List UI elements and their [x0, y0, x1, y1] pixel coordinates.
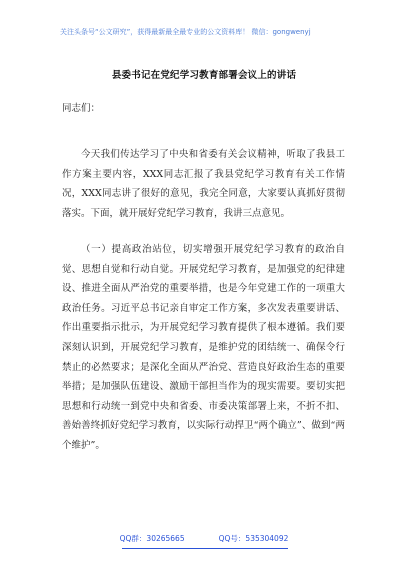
footer-contact — [0, 534, 408, 544]
document-title: 县委书记在党纪学习教育部署会议上的讲话 — [111, 70, 297, 81]
footer-qq-group: QQ群：30265665 — [119, 534, 185, 543]
salutation: 同志们： — [62, 103, 101, 114]
paragraph-intro: 今天我们传达学习了中央和省委有关会议精神，听取了我县工作方案主要内容，XXX同志汇报了我县党纪学习教育有关工作情况，XXX同志讲了很好的意见，我完全同意，大家要认真抓好贯彻落实。下面，就开展好党纪学习教育，我讲三点意见。 — [62, 149, 345, 219]
header-notice: 关注头条号“公文研究”，获得最新最全最专业的公文资料库！ 微信：gongwenyj — [60, 28, 311, 36]
footer-qq-number: QQ号：535304092 — [218, 534, 289, 543]
paragraph-point-one: （一）提高政治站位，切实增强开展党纪学习教育的政治自觉、思想自觉和行动自觉。开展党纪学习教育，是加强党的纪律建设、推进全面从严治党的重要举措，也是今年党建工作的一项重大政治任务。习近平总书记亲自审定工作方案，多次发表重要讲话、作出重要指示批示，为开展党纪学习教育提供了根本遵循。我们要深刻认识到，开展党纪学习教育，是维护党的团结统一、确保令行禁止的必然要求；是深化全面从严治党、营造良好政治生态的重要举措；是加强队伍建设、激励干部担当作为的现实需要。要切实把思想和行动统一到党中央和省委、市委决策部署上来，不折不扣、善始善终抓好党纪学习教育，以实际行动捍卫“两个确立”、做到“两个维护”。 — [62, 244, 345, 451]
footer-underline — [122, 548, 288, 549]
